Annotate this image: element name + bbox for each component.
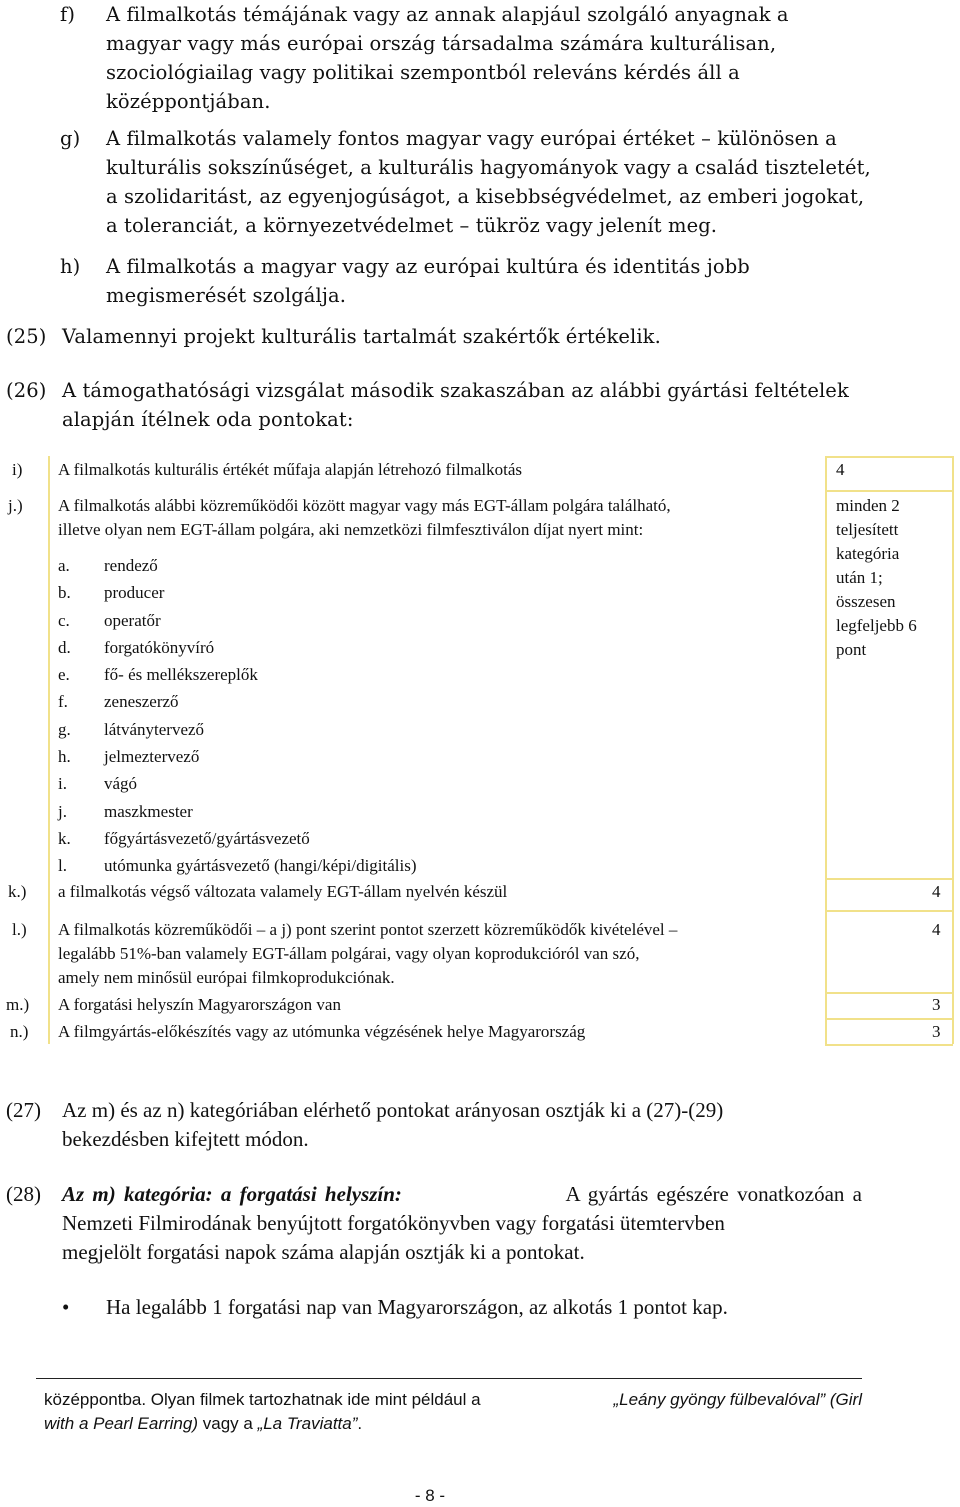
- item-f-line: középpontjában.: [106, 90, 271, 113]
- paragraph-line: A támogathatósági vizsgálat második szakaszában az alábbi gyártási feltételek: [62, 379, 849, 402]
- row-points-line: pont: [836, 640, 867, 659]
- item-h-line: megismerését szolgálja.: [106, 284, 347, 307]
- row-label: i): [12, 460, 23, 479]
- row-text-line: A filmalkotás alábbi közreműködői között magyar vagy más EGT-állam polgára található,: [58, 496, 671, 515]
- paragraph-number: (26): [6, 379, 47, 402]
- footnote-text: vagy a: [198, 1414, 258, 1433]
- page-number: - 8 -: [414, 1486, 446, 1505]
- footnote-text: .: [357, 1414, 363, 1433]
- list-item: i. vágó: [58, 774, 138, 794]
- item-h-label: h): [60, 255, 81, 278]
- row-text-line: amely nem minősül európai filmkoprodukciónak.: [58, 968, 395, 987]
- paragraph-number: (25): [6, 325, 47, 348]
- paragraph-line: alapján ítélnek oda pontokat:: [62, 408, 354, 431]
- row-text: A forgatási helyszín Magyarországon van: [58, 995, 341, 1014]
- row-text-line: illetve olyan nem EGT-állam polgára, aki nemzetközi filmfesztiválon díjat nyert mint:: [58, 520, 644, 539]
- item-g-line: a toleranciát, a környezetvédelmet – tükröz vagy jelenít meg.: [106, 214, 718, 237]
- paragraph-line: Az m) és az n) kategóriában elérhető pontokat arányosan osztják ki a (27)-(29): [62, 1098, 724, 1122]
- footnote-separator: [36, 1378, 862, 1379]
- row-text: A filmgyártás-előkészítés vagy az utómunka végzésének helye Magyarország: [58, 1022, 586, 1041]
- list-item: a. rendező: [58, 556, 158, 575]
- table-row: [6, 993, 954, 1019]
- footnote-italic: „Leány gyöngy fülbevalóval” (Girl: [613, 1390, 862, 1409]
- row-label: m.): [6, 995, 30, 1014]
- list-item: l. utómunka gyártásvezető (hangi/képi/digitális): [58, 856, 417, 876]
- row-text-line: A filmalkotás közreműködői – a j) pont szerint pontot szerzett közreműködők kivételével –: [58, 920, 678, 939]
- row-points: 4: [836, 460, 845, 479]
- paragraph-line: megjelölt forgatási napok száma alapján osztják ki a pontokat.: [62, 1240, 585, 1264]
- paragraph-line: Nemzeti Filmirodának benyújtott forgatókönyvben vagy forgatási ütemtervben: [62, 1211, 725, 1235]
- list-item: j. maszkmester: [58, 801, 193, 821]
- table-row: [10, 1020, 954, 1046]
- paragraph-line: bekezdésben kifejtett módon.: [62, 1127, 309, 1151]
- paragraph-number: (27): [6, 1098, 41, 1122]
- row-points: 4: [932, 920, 941, 939]
- paragraph-number: (28): [6, 1182, 41, 1206]
- paragraph-lead: Az m) kategória: a forgatási helyszín:: [62, 1182, 402, 1206]
- item-h-line: A filmalkotás a magyar vagy az európai kultúra és identitás jobb: [106, 255, 750, 278]
- table-border: [825, 910, 953, 912]
- row-text: A filmalkotás kulturális értékét műfaja alapján létrehozó filmalkotás: [58, 460, 523, 479]
- row-label: j.): [8, 496, 23, 515]
- row-points-line: összesen: [836, 592, 896, 611]
- row-text: a filmalkotás végső változata valamely EGT-állam nyelvén készül: [58, 882, 508, 901]
- bullet-text: Ha legalább 1 forgatási nap van Magyarországon, az alkotás 1 pontot kap.: [106, 1295, 728, 1319]
- row-label: l.): [12, 920, 27, 939]
- footnote-italic: with a Pearl Earring): [44, 1414, 199, 1433]
- list-item: h. jelmeztervező: [58, 747, 200, 767]
- item-f-line: szociológiailag vagy politikai szempontból releváns kérdés áll a: [106, 61, 740, 84]
- list-item: k. főgyártásvezető/gyártásvezető: [58, 828, 310, 848]
- row-points-line: teljesített: [836, 520, 899, 539]
- row-points: 4: [932, 882, 941, 901]
- paragraph-line: A gyártás egészére vonatkozóan a: [565, 1182, 862, 1206]
- row-points-line: legfeljebb 6: [836, 616, 917, 635]
- list-item: d. forgatókönyvíró: [58, 637, 215, 657]
- footnote-text: középpontba. Olyan filmek tartozhatnak ide mint például a: [44, 1390, 481, 1409]
- item-f-line: magyar vagy más európai ország társadalma számára kulturálisan,: [106, 32, 777, 55]
- bullet-icon: •: [62, 1295, 70, 1319]
- footnote-italic: „La Traviatta”: [257, 1414, 358, 1433]
- item-g-line: a szolidaritást, az egyenjogúságot, a kisebbségvédelmet, az emberi jogokat,: [106, 185, 865, 208]
- table-row: [10, 880, 954, 908]
- table-border: [825, 490, 953, 492]
- row-points-line: kategória: [836, 544, 900, 563]
- list-item: b. producer: [58, 583, 165, 603]
- table-row: [10, 458, 954, 486]
- list-item: c. operatőr: [58, 610, 161, 630]
- row-points-line: minden 2: [836, 496, 900, 515]
- item-g-line: A filmalkotás valamely fontos magyar vagy európai értéket – különösen a: [106, 127, 837, 150]
- list-item: g. látványtervező: [58, 719, 205, 739]
- points-table: [6, 452, 954, 1052]
- row-text-line: legalább 51%-ban valamely EGT-állam polgárai, vagy olyan koprodukcióról van szó,: [58, 944, 640, 963]
- item-f-label: f): [60, 3, 76, 26]
- table-row: [10, 494, 954, 878]
- table-row: [10, 918, 954, 992]
- item-g-line: kulturális sokszínűséget, a kulturális hagyományok vagy a család tiszteletét,: [106, 156, 871, 179]
- row-points-line: után 1;: [836, 568, 883, 587]
- item-g-label: g): [60, 127, 81, 150]
- row-points: 3: [932, 1022, 941, 1041]
- item-f-line: A filmalkotás témájának vagy az annak alapjául szolgáló anyagnak a: [106, 3, 789, 26]
- row-label: k.): [8, 882, 27, 901]
- contributor-list: [58, 552, 758, 880]
- row-points: 3: [932, 995, 941, 1014]
- row-label: n.): [10, 1022, 29, 1041]
- list-item: f. zeneszerző: [58, 692, 179, 712]
- paragraph-text: Valamennyi projekt kulturális tartalmát szakértők értékelik.: [62, 325, 661, 348]
- footnote: [44, 1388, 862, 1436]
- list-item: e. fő- és mellékszereplők: [58, 665, 258, 685]
